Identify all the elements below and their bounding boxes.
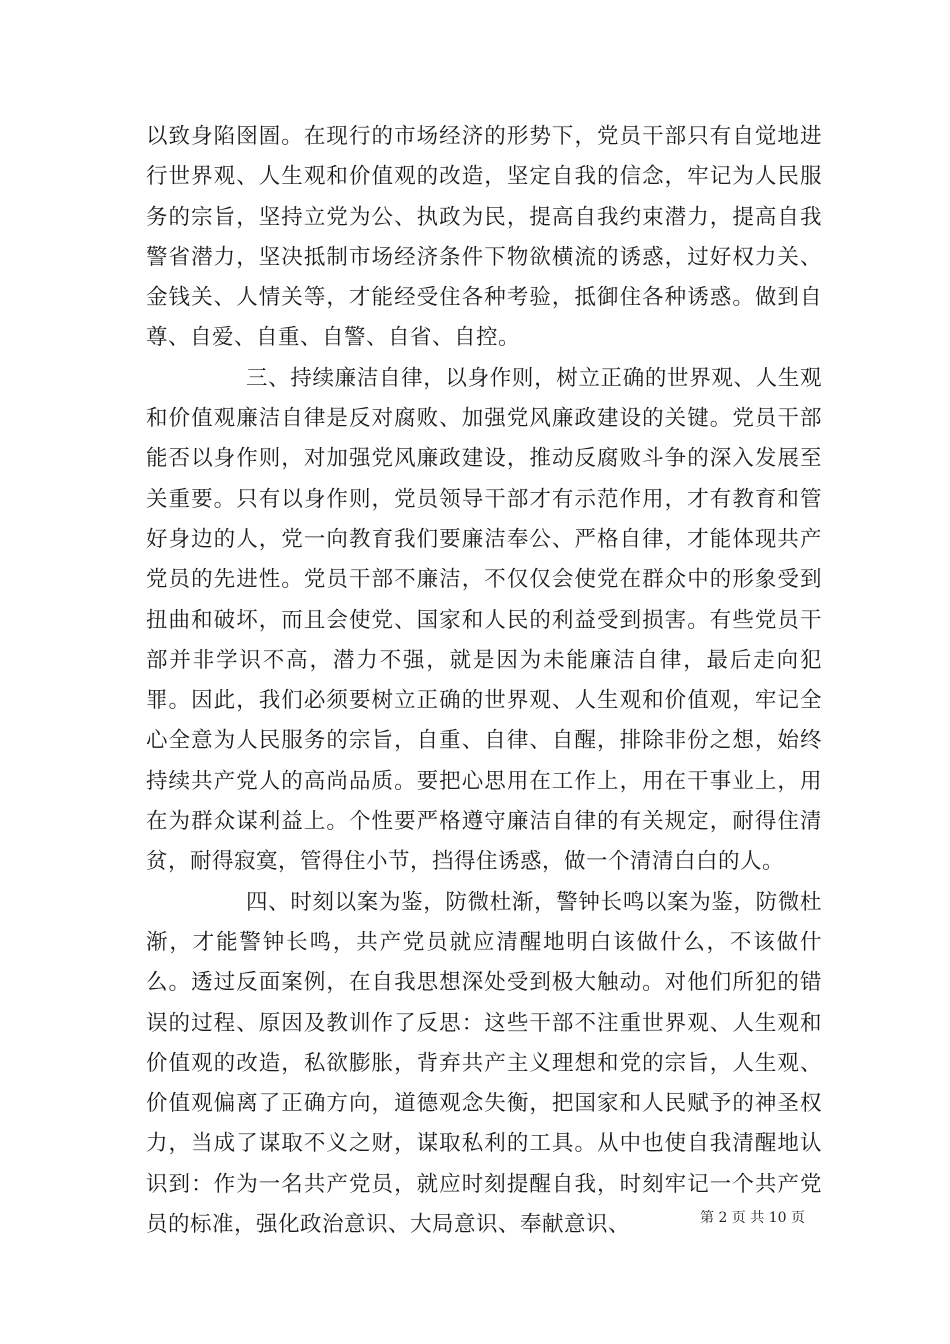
paragraph-continuation: 以致身陷囹圄。在现行的市场经济的形势下，党员干部只有自觉地进行世界观、人生观和价值观的改造，坚定自我的信念，牢记为人民服务的宗旨，坚持立党为公、执政为民，提高自我约束潜力，提高自我警省潜力，坚决抵制市场经济条件下物欲横流的诱惑，过好权力关、金钱关、人情关等，才能经受住各种考验，抵御住各种诱惑。做到自尊、自爱、自重、自警、自省、自控。 [146,124,822,351]
page-number-footer: 第 2 页 共 10 页 [700,1210,805,1226]
document-body [146,117,822,1245]
paragraph-section-three: 三、持续廉洁自律，以身作则，树立正确的世界观、人生观和价值观廉洁自律是反对腐败、加强党风廉政建设的关键。党员干部能否以身作则，对加强党风廉政建设，推动反腐败斗争的深入发展至关重要。只有以身作则，党员领导干部才有示范作用，才有教育和管好身边的人，党一向教育我们要廉洁奉公、严格自律，才能体现共产党员的先进性。党员干部不廉洁，不仅仅会使党在群众中的形象受到扭曲和破坏，而且会使党、国家和人民的利益受到损害。有些党员干部并非学识不高，潜力不强，就是因为未能廉洁自律，最后走向犯罪。因此，我们必须要树立正确的世界观、人生观和价值观，牢记全心全意为人民服务的宗旨，自重、自律、自醒，排除非份之想，始终持续共产党人的高尚品质。要把心思用在工作上，用在干事业上，用在为群众谋利益上。个性要严格遵守廉洁自律的有关规定，耐得住清贫，耐得寂寞，管得住小节，挡得住诱惑，做一个清清白白的人。 [146,365,822,875]
paragraph-section-four: 四、时刻以案为鉴，防微杜渐，警钟长鸣以案为鉴，防微杜渐，才能警钟长鸣，共产党员就应清醒地明白该做什么，不该做什么。透过反面案例，在自我思想深处受到极大触动。对他们所犯的错误的过程、原因及教训作了反思：这些干部不注重世界观、人生观和价值观的改造，私欲膨胀，背弃共产主义理想和党的宗旨，人生观、价值观偏离了正确方向，道德观念失衡，把国家和人民赋予的神圣权力，当成了谋取不义之财，谋取私利的工具。从中也使自我清醒地认识到：作为一名共产党员，就应时刻提醒自我，时刻牢记一个共产党员的标准，强化政治意识、大局意识、奉献意识、 [146,889,822,1238]
